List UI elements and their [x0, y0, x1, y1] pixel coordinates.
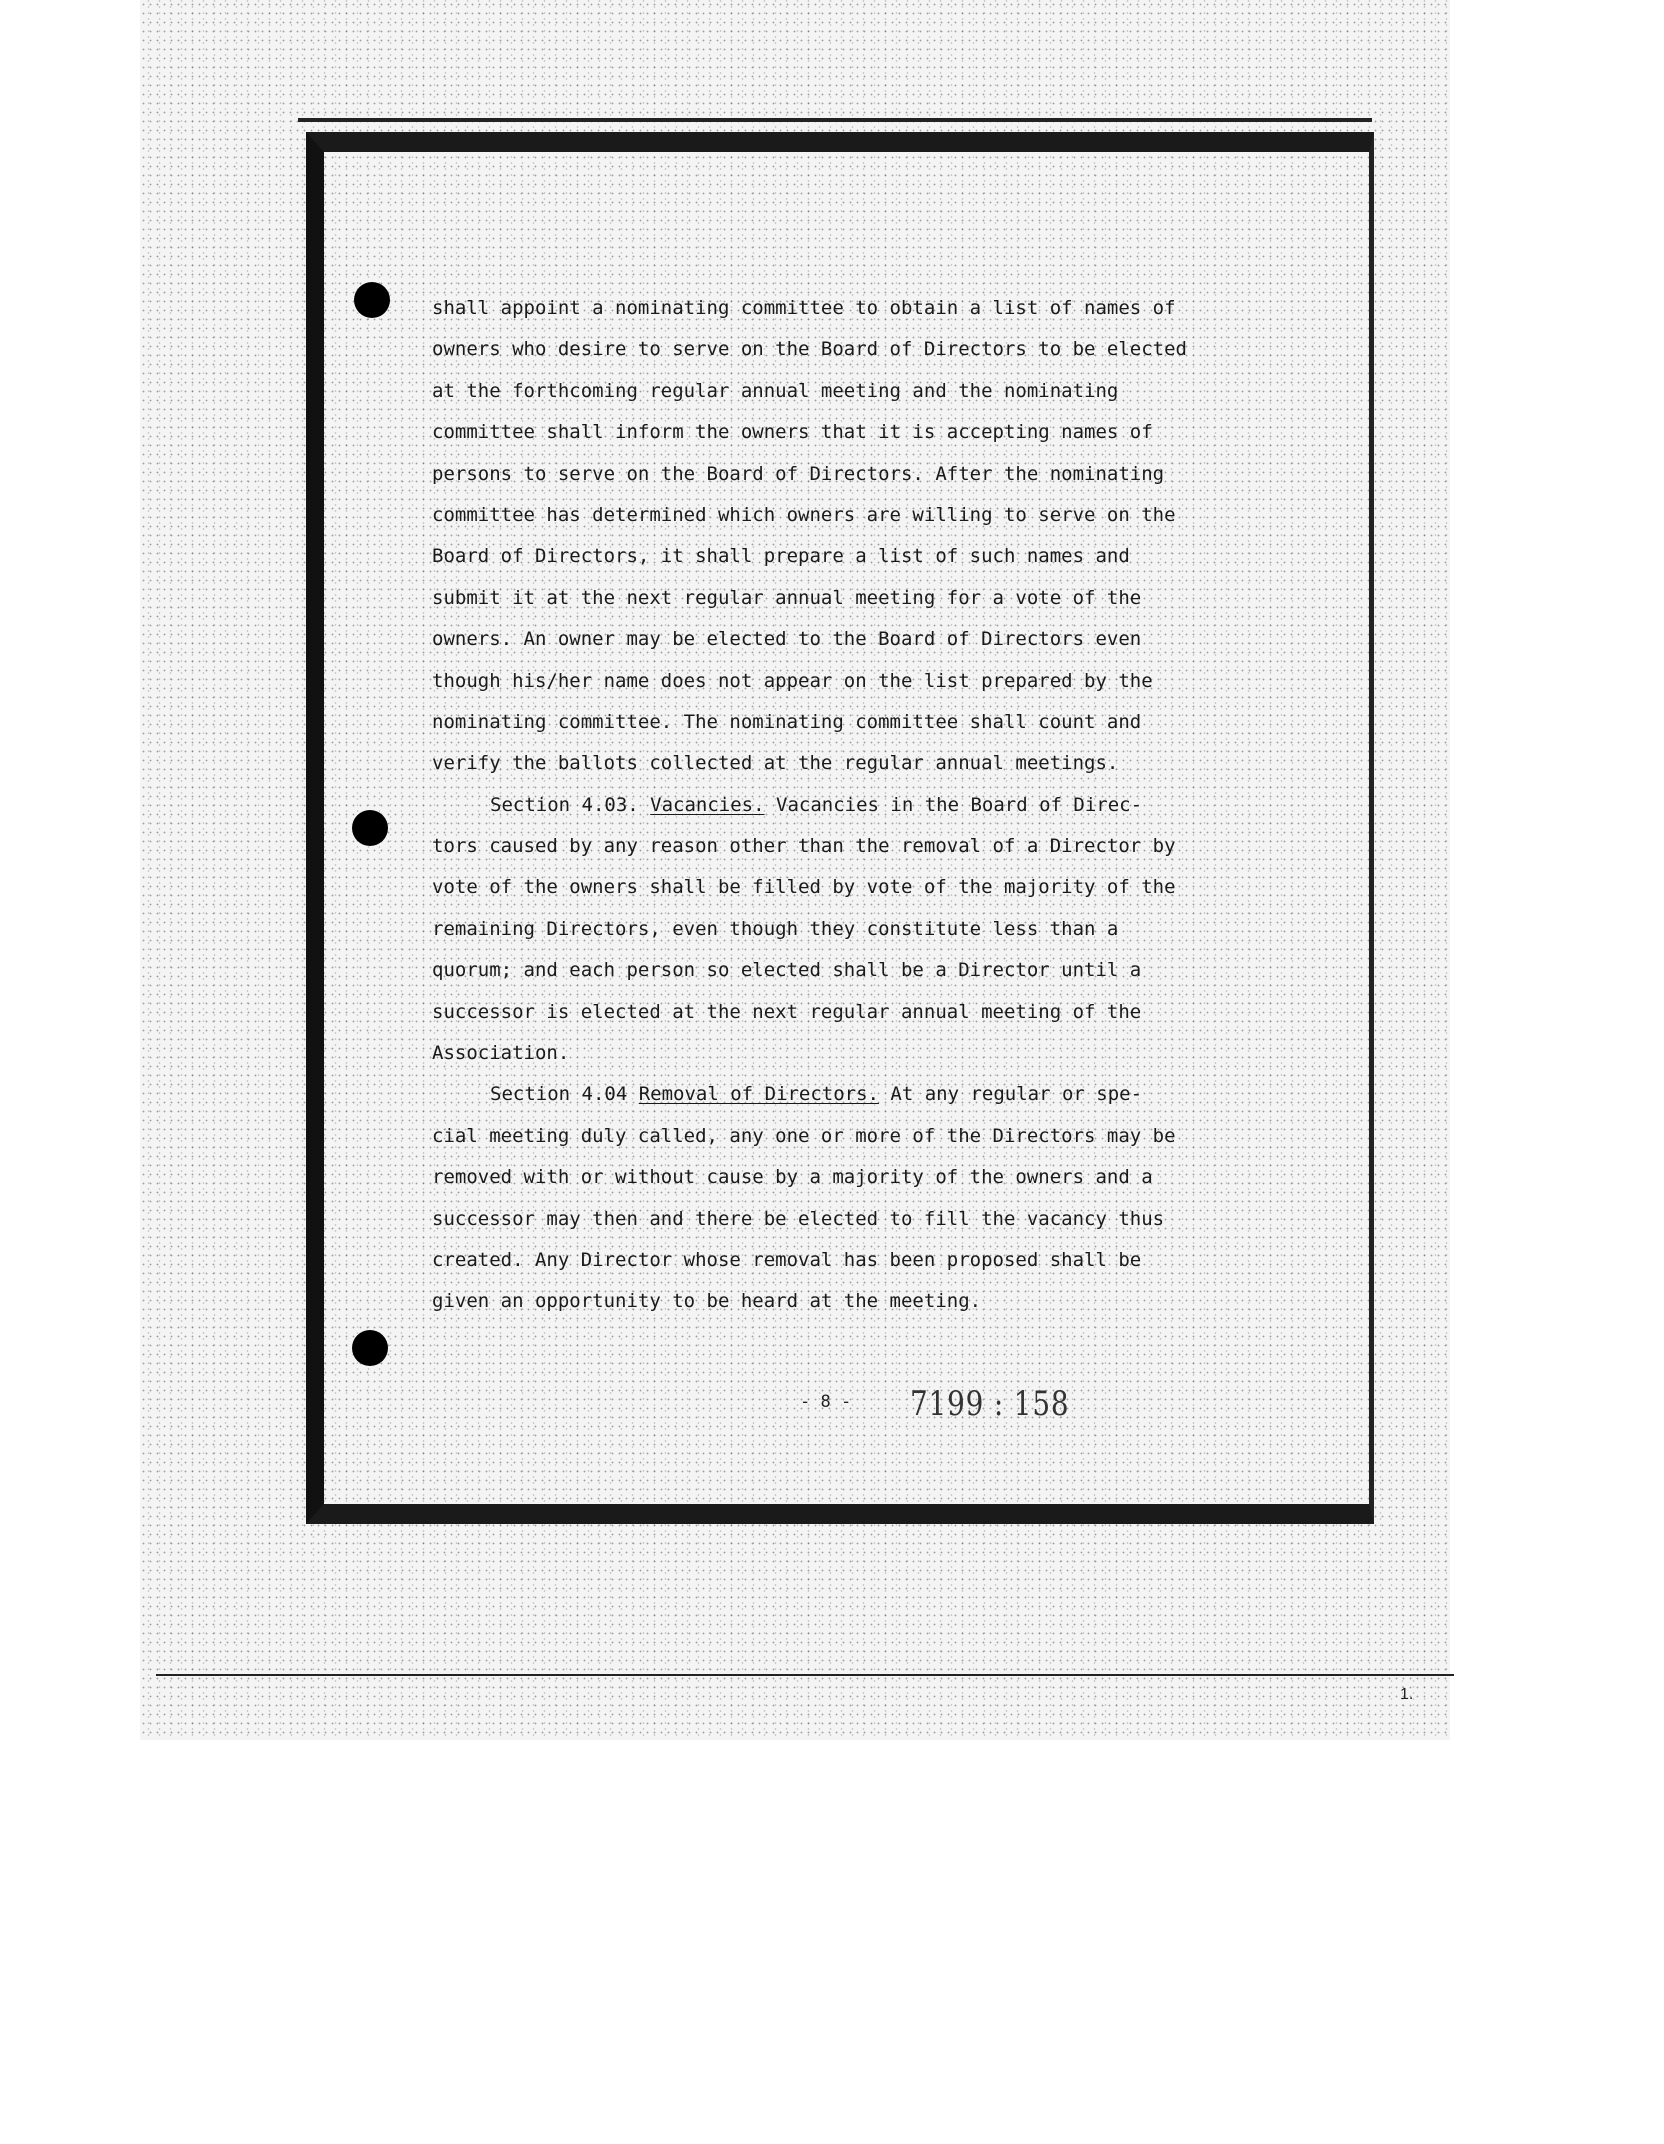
punch-hole-top: [354, 282, 390, 318]
text-line: remaining Directors, even though they constitute less than a: [432, 917, 1119, 940]
text-line: submit it at the next regular annual meeting for a vote of the: [432, 586, 1142, 609]
punch-hole-middle: [352, 810, 388, 846]
document-body: [432, 288, 1254, 1323]
section-4-03-body: [432, 826, 1254, 1074]
section-text: At any regular or spe-: [890, 1083, 1143, 1106]
text-line: owners. An owner may be elected to the Board of Directors even: [432, 628, 1142, 651]
recording-stamp: 7199 : 158: [910, 1384, 1070, 1424]
section-number: Section 4.04: [490, 1083, 628, 1106]
bottom-rule: [156, 1674, 1454, 1676]
text-line: though his/her name does not appear on the list prepared by the: [432, 669, 1153, 692]
paragraph-nominating-committee: [432, 288, 1254, 785]
section-4-03-heading-line: [432, 785, 1254, 826]
top-rule: [298, 118, 1372, 122]
text-line: shall appoint a nominating committee to obtain a list of names of: [432, 297, 1176, 319]
text-line: persons to serve on the Board of Directors. After the nominating: [432, 462, 1165, 485]
text-line: at the forthcoming regular annual meeting and the nominating: [432, 379, 1119, 402]
text-line: created. Any Director whose removal has been proposed shall be: [432, 1248, 1142, 1271]
text-line: Board of Directors, it shall prepare a list of such names and: [432, 545, 1130, 568]
text-line: successor may then and there be elected to fill the vacancy thus: [432, 1207, 1165, 1230]
text-line: verify the ballots collected at the regular annual meetings.: [432, 752, 1119, 775]
punch-hole-bottom: [352, 1330, 388, 1366]
section-heading: Removal of Directors.: [638, 1083, 879, 1106]
text-line: committee has determined which owners are willing to serve on the: [432, 503, 1176, 526]
text-line: vote of the owners shall be filled by vote of the majority of the: [432, 876, 1176, 899]
text-line: Association.: [432, 1042, 570, 1065]
page-number: - 8 -: [800, 1392, 852, 1412]
section-heading: Vacancies.: [650, 793, 765, 816]
corner-mark: 1.: [1400, 1686, 1414, 1703]
text-line: successor is elected at the next regular annual meeting of the: [432, 1000, 1142, 1023]
text-line: quorum; and each person so elected shall be a Director until a: [432, 959, 1142, 982]
text-line: tors caused by any reason other than the removal of a Director by: [432, 835, 1176, 858]
text-line: owners who desire to serve on the Board of Directors to be elected: [432, 338, 1187, 361]
text-line: nominating committee. The nominating committee shall count and: [432, 710, 1142, 733]
text-line: removed with or without cause by a majority of the owners and a: [432, 1166, 1153, 1189]
section-4-04-body: [432, 1116, 1254, 1323]
section-number: Section 4.03.: [490, 793, 639, 816]
section-4-04-heading-line: [432, 1074, 1254, 1115]
text-line: given an opportunity to be heard at the meeting.: [432, 1290, 982, 1313]
text-line: cial meeting duly called, any one or more of the Directors may be: [432, 1124, 1176, 1147]
section-text: Vacancies in the Board of Direc-: [776, 793, 1143, 816]
text-line: committee shall inform the owners that it is accepting names of: [432, 421, 1153, 444]
